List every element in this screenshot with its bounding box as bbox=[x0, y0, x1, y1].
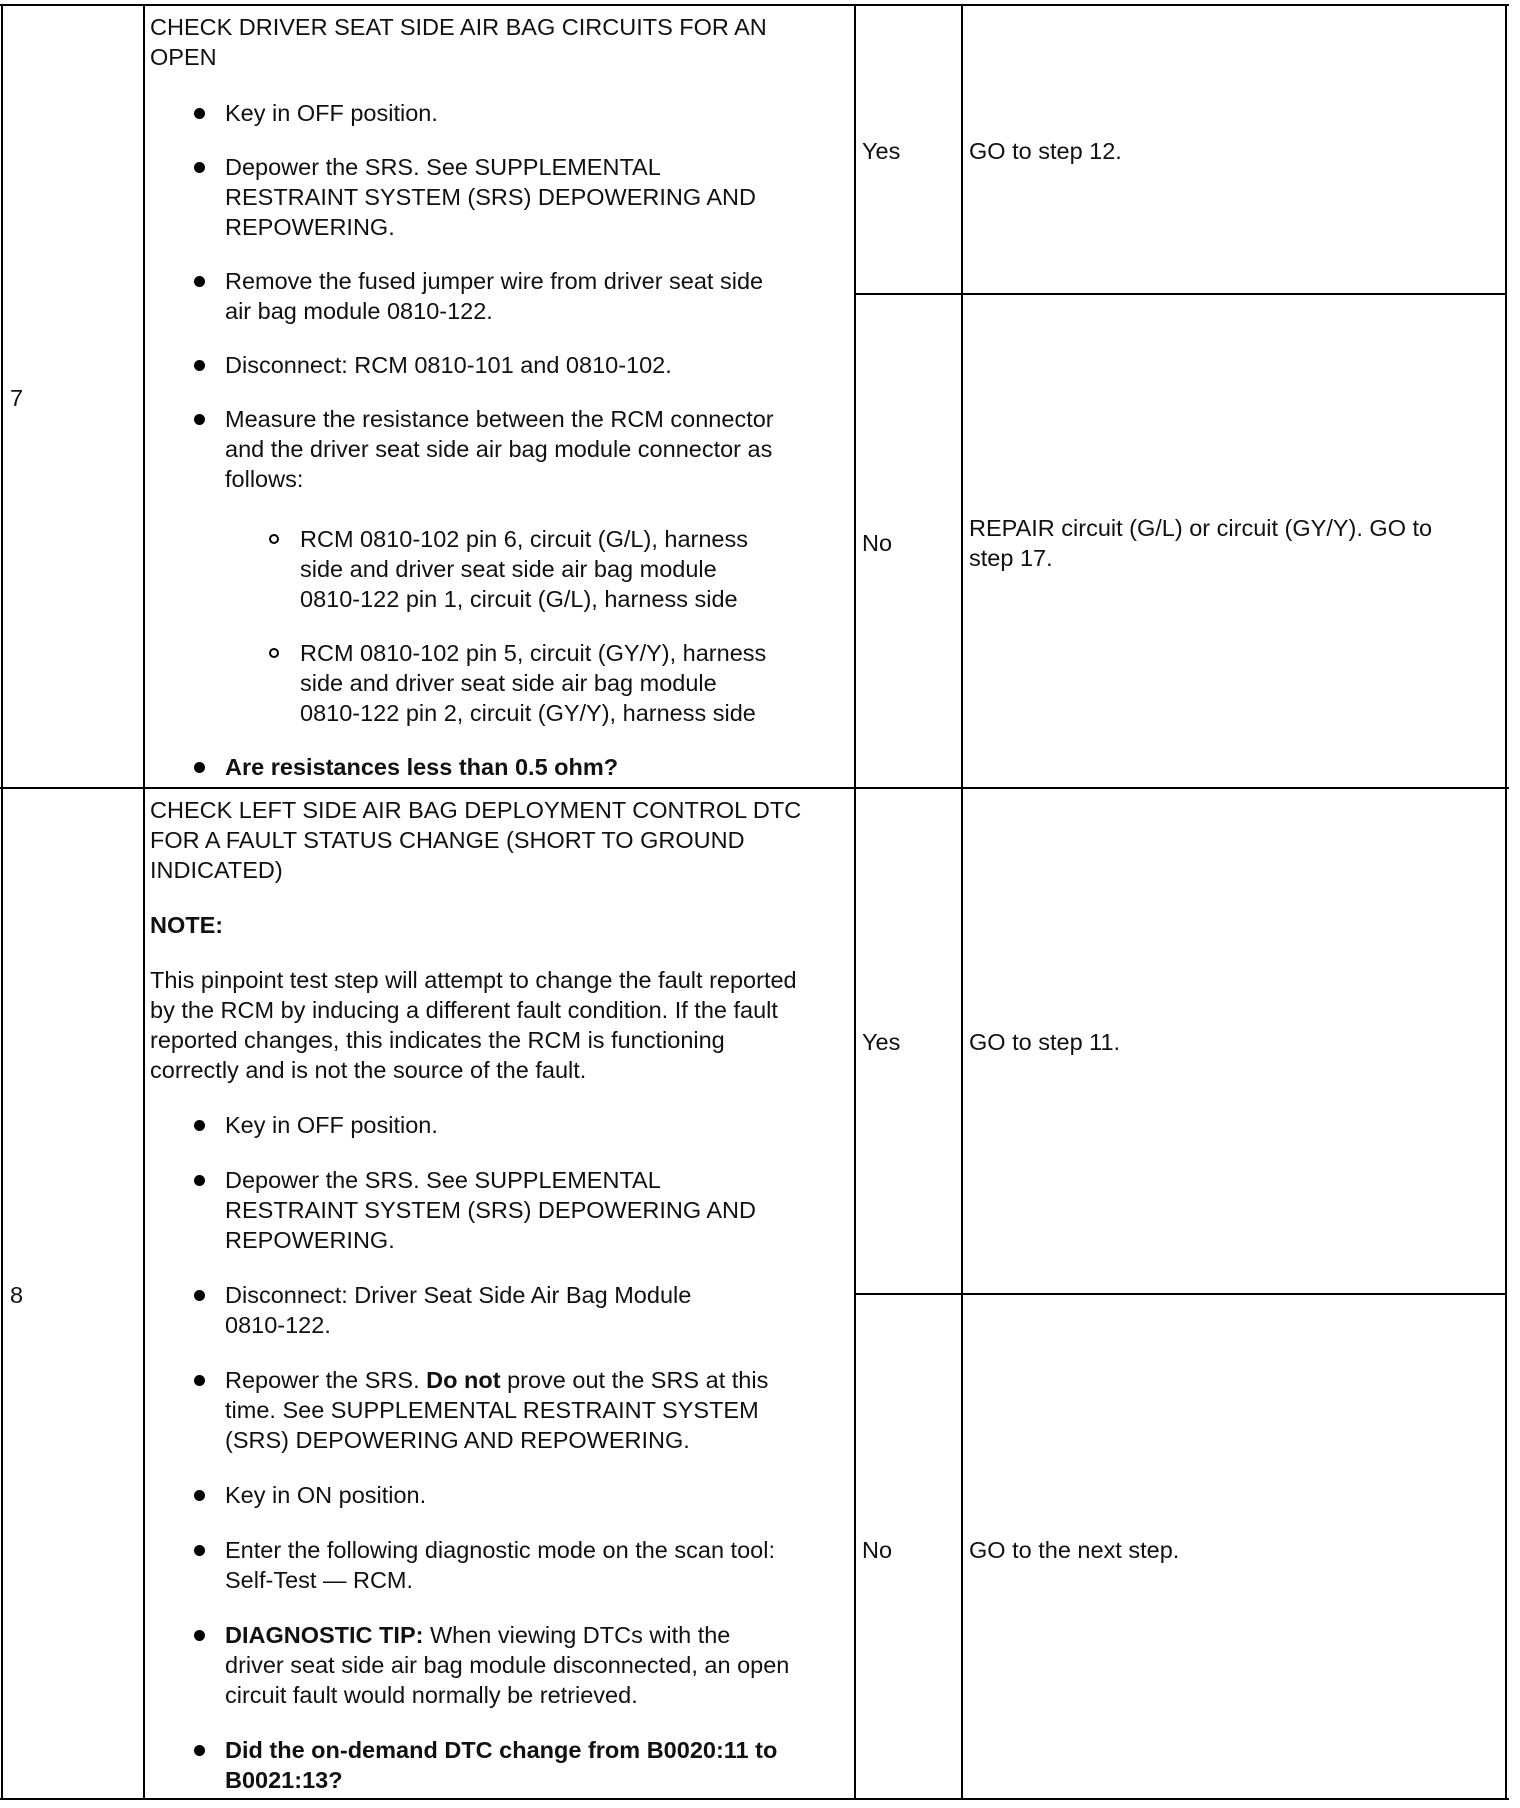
note-label-bold: NOTE: bbox=[150, 912, 224, 938]
step-title: INDICATED) bbox=[150, 857, 283, 883]
column-divider-3 bbox=[961, 4, 963, 1800]
instruction-text: Key in ON position. bbox=[225, 1482, 427, 1508]
sub-bullet-icon bbox=[269, 534, 279, 544]
instruction-text: Key in OFF position. bbox=[225, 100, 438, 126]
sub-instruction-text: side and driver seat side air bag module bbox=[300, 556, 717, 582]
note-text: This pinpoint test step will attempt to change the fault reported bbox=[150, 967, 797, 993]
question-text-bold: Did the on-demand DTC change from B0020:11 to bbox=[225, 1737, 778, 1763]
yes-action: GO to step 12. bbox=[969, 138, 1122, 164]
step-title: CHECK DRIVER SEAT SIDE AIR BAG CIRCUITS FOR AN bbox=[150, 14, 767, 40]
do-not-emphasis: Do not bbox=[426, 1367, 501, 1393]
instruction-text: REPOWERING. bbox=[225, 1227, 395, 1253]
instruction-text: RESTRAINT SYSTEM (SRS) DEPOWERING AND bbox=[225, 1197, 756, 1223]
bullet-icon bbox=[194, 1745, 205, 1756]
bullet-icon bbox=[194, 1175, 205, 1186]
diagnostic-tip-text bbox=[225, 1620, 730, 1650]
table-border-left bbox=[1, 4, 3, 1800]
table-border-bottom bbox=[0, 1798, 1509, 1800]
bullet-icon bbox=[194, 1630, 205, 1641]
column-divider-2 bbox=[854, 4, 856, 1800]
question-text bbox=[225, 1765, 343, 1795]
bullet-icon bbox=[194, 360, 205, 371]
sub-instruction-text: RCM 0810-102 pin 6, circuit (G/L), harness bbox=[300, 526, 748, 552]
no-label: No bbox=[862, 530, 893, 556]
yes-label: Yes bbox=[862, 138, 901, 164]
yes-action: GO to step 11. bbox=[969, 1029, 1121, 1055]
bullet-icon bbox=[194, 162, 205, 173]
instruction-text: Self-Test — RCM. bbox=[225, 1567, 414, 1593]
diagnostic-tip-text: circuit fault would normally be retrieved. bbox=[225, 1682, 638, 1708]
bullet-icon bbox=[194, 276, 205, 287]
repower-text-b: prove out the SRS at this bbox=[507, 1367, 769, 1393]
yes-label: Yes bbox=[862, 1029, 901, 1055]
step-title: FOR A FAULT STATUS CHANGE (SHORT TO GROUND bbox=[150, 827, 745, 853]
instruction-text: 0810-122. bbox=[225, 1312, 331, 1338]
bullet-icon bbox=[194, 108, 205, 119]
instruction-text: Depower the SRS. See SUPPLEMENTAL bbox=[225, 154, 661, 180]
instruction-text: RESTRAINT SYSTEM (SRS) DEPOWERING AND bbox=[225, 184, 756, 210]
diagnostic-tip-label: DIAGNOSTIC TIP: bbox=[225, 1622, 424, 1648]
instruction-text bbox=[225, 1365, 768, 1395]
no-label: No bbox=[862, 1537, 893, 1563]
instruction-text: Measure the resistance between the RCM connector bbox=[225, 406, 774, 432]
table-border-top bbox=[0, 4, 1509, 6]
bullet-icon bbox=[194, 1545, 205, 1556]
step-title: OPEN bbox=[150, 44, 217, 70]
bullet-icon bbox=[194, 1375, 205, 1386]
step-title: CHECK LEFT SIDE AIR BAG DEPLOYMENT CONTROL DTC bbox=[150, 797, 802, 823]
bullet-icon bbox=[194, 1290, 205, 1301]
instruction-text: Disconnect: Driver Seat Side Air Bag Module bbox=[225, 1282, 692, 1308]
table-border-right bbox=[1505, 4, 1507, 1800]
step-number: 8 bbox=[10, 1282, 24, 1308]
no-action: step 17. bbox=[969, 545, 1053, 571]
instruction-text: Enter the following diagnostic mode on the scan tool: bbox=[225, 1537, 775, 1563]
step-number: 7 bbox=[10, 385, 24, 411]
instruction-text: Remove the fused jumper wire from driver seat side bbox=[225, 268, 764, 294]
instruction-text: and the driver seat side air bag module connector as bbox=[225, 436, 773, 462]
diagnostic-tip-text-a: When viewing DTCs with the bbox=[429, 1622, 731, 1648]
no-action: REPAIR circuit (G/L) or circuit (GY/Y). GO to bbox=[969, 515, 1433, 541]
question-text bbox=[225, 1735, 777, 1765]
instruction-text: REPOWERING. bbox=[225, 214, 395, 240]
diagnostic-tip-text: driver seat side air bag module disconnected, an open bbox=[225, 1652, 790, 1678]
step7-yes-no-divider bbox=[855, 293, 1507, 295]
instruction-text: Disconnect: RCM 0810-101 and 0810-102. bbox=[225, 352, 672, 378]
instruction-text: air bag module 0810-122. bbox=[225, 298, 493, 324]
question-text-bold: Are resistances less than 0.5 ohm? bbox=[225, 754, 619, 780]
sub-bullet-icon bbox=[269, 648, 279, 658]
note-text: reported changes, this indicates the RCM is functioning bbox=[150, 1027, 725, 1053]
note-text: correctly and is not the source of the fault. bbox=[150, 1057, 587, 1083]
bullet-icon bbox=[194, 762, 205, 773]
sub-instruction-text: 0810-122 pin 1, circuit (G/L), harness side bbox=[300, 586, 738, 612]
note-label bbox=[150, 910, 223, 940]
instruction-text: follows: bbox=[225, 466, 304, 492]
bullet-icon bbox=[194, 1120, 205, 1131]
bullet-icon bbox=[194, 1490, 205, 1501]
no-action: GO to the next step. bbox=[969, 1537, 1180, 1563]
bullet-icon bbox=[194, 414, 205, 425]
step8-yes-no-divider bbox=[855, 1293, 1507, 1295]
question-text bbox=[225, 752, 618, 782]
instruction-text: (SRS) DEPOWERING AND REPOWERING. bbox=[225, 1427, 690, 1453]
question-text-bold: B0021:13? bbox=[225, 1767, 343, 1793]
sub-instruction-text: side and driver seat side air bag module bbox=[300, 670, 717, 696]
row-divider bbox=[0, 787, 1509, 789]
sub-instruction-text: 0810-122 pin 2, circuit (GY/Y), harness side bbox=[300, 700, 756, 726]
note-text: by the RCM by inducing a different fault condition. If the fault bbox=[150, 997, 778, 1023]
instruction-text: Key in OFF position. bbox=[225, 1112, 438, 1138]
instruction-text: time. See SUPPLEMENTAL RESTRAINT SYSTEM bbox=[225, 1397, 759, 1423]
repower-text-a: Repower the SRS. bbox=[225, 1367, 420, 1393]
sub-instruction-text: RCM 0810-102 pin 5, circuit (GY/Y), harness bbox=[300, 640, 767, 666]
column-divider-1 bbox=[143, 4, 145, 1800]
instruction-text: Depower the SRS. See SUPPLEMENTAL bbox=[225, 1167, 661, 1193]
